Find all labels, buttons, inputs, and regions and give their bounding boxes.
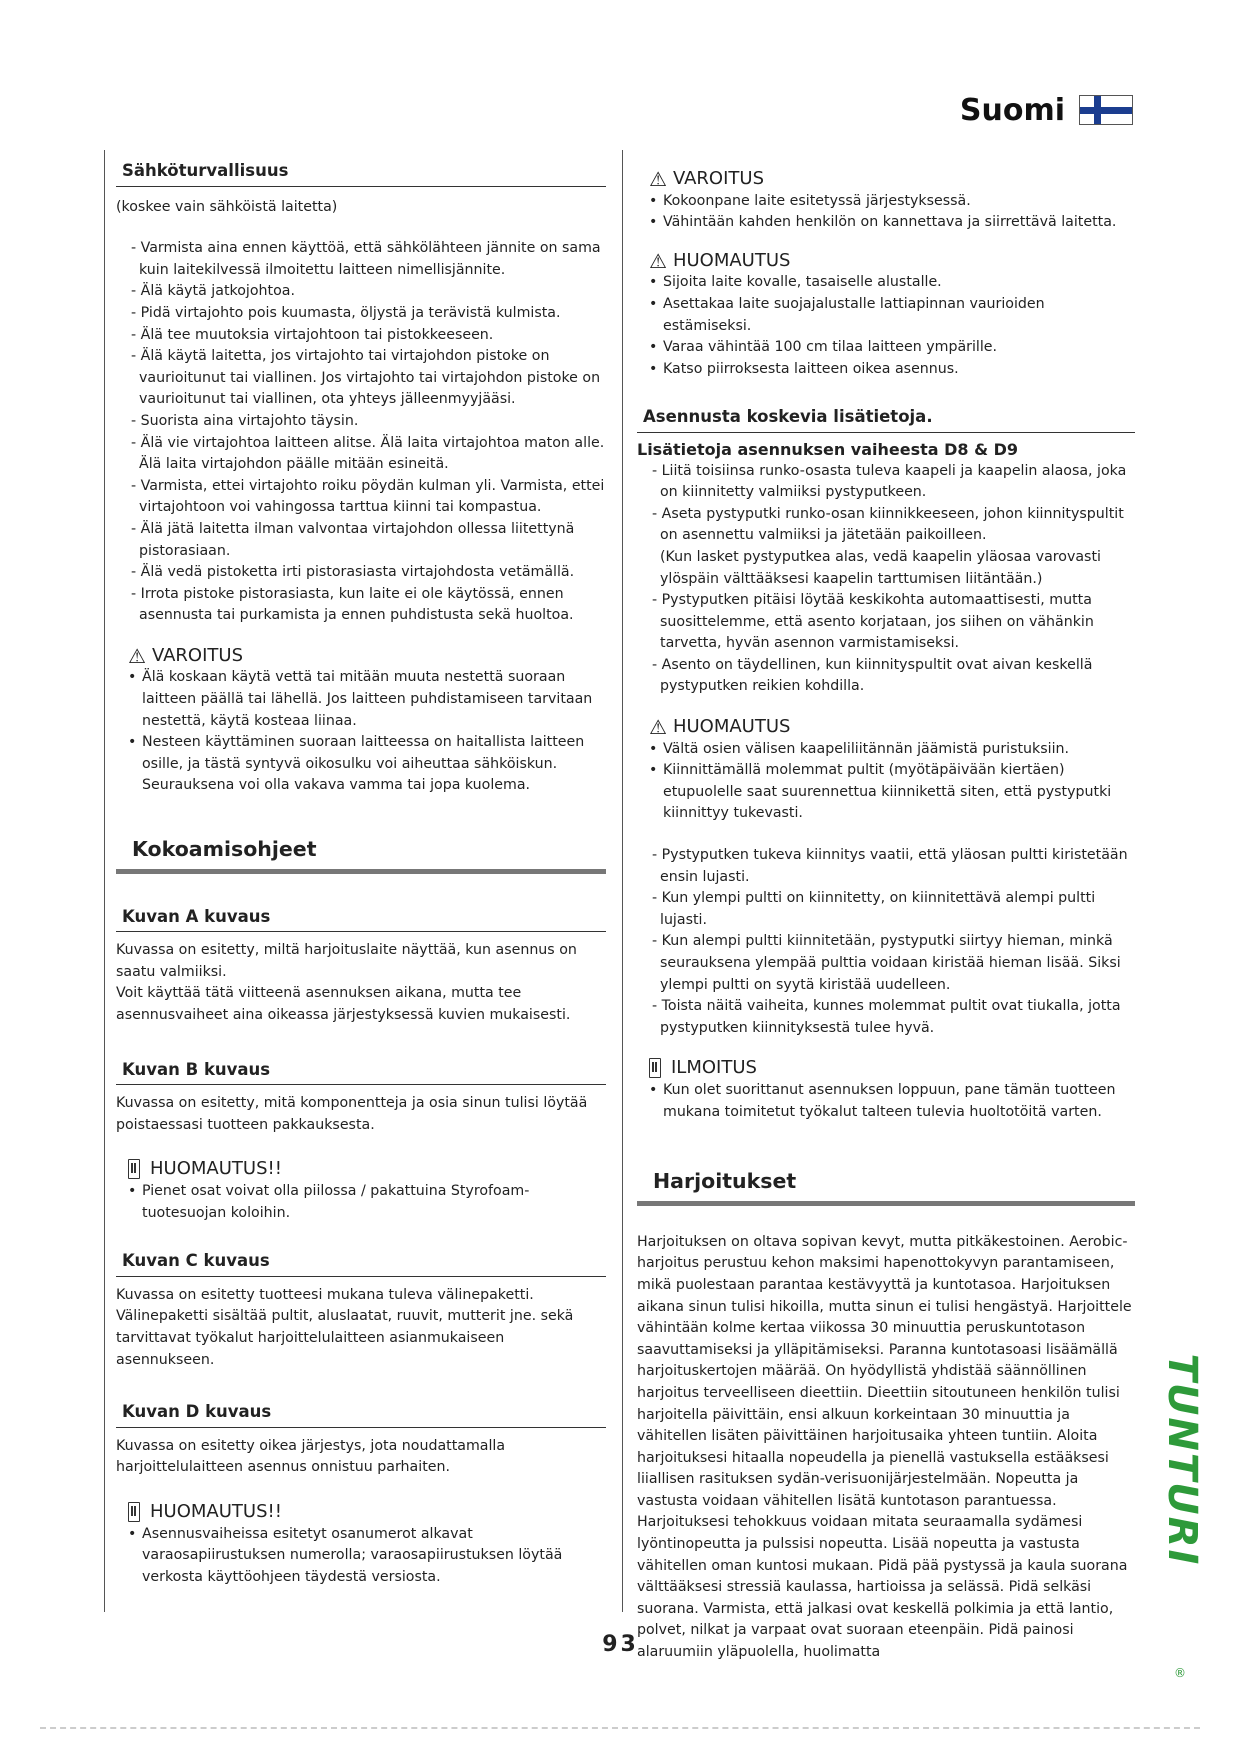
list-item: - Liitä toisiinsa runko-osasta tuleva kaapeli ja kaapelin alaosa, joka on kiinnitetty valmiiksi pystyputkeen.	[652, 462, 1127, 501]
list-item: - Älä vedä pistoketta irti pistorasiasta virtajohdosta vetämällä.	[131, 564, 575, 581]
list-item: - Älä jätä laitetta ilman valvontaa virtajohdon ollessa liitettynä pistorasiaan.	[131, 520, 575, 559]
list-item: • Vältä osien välisen kaapeliliitännän jäämistä puristuksiin.	[637, 739, 1135, 761]
center-column-rule	[622, 150, 623, 1612]
left-column	[116, 154, 606, 1588]
warning-list	[637, 191, 1135, 234]
electrical-list	[116, 238, 606, 627]
note-icon	[128, 1502, 140, 1522]
figure-b-heading: Kuvan B kuvaus	[116, 1053, 606, 1086]
note-callout-2	[116, 1501, 606, 1523]
note-list	[116, 1181, 606, 1224]
notice-callout	[637, 1057, 1135, 1079]
list-item: • Varaa vähintää 100 cm tilaa laitteen ympärille.	[637, 337, 1135, 359]
list-item: - Älä käytä jatkojohtoa.	[131, 283, 295, 300]
list-item: • Kiinnittämällä molemmat pultit (myötäpäivään kiertäen) etupuolelle saat suurennettua kiinnikettä siten, että pystyputki kiinnittyy tukevasti.	[637, 760, 1135, 825]
page-number: 93	[602, 1632, 639, 1657]
list-item: - Asento on täydellinen, kun kiinnityspultit ovat aivan keskellä pystyputken reikien kohdilla.	[652, 656, 1093, 695]
list-item: • Asennusvaiheissa esitetyt osanumerot alkavat varaosapiirustuksen numerolla; varaosapiirustuksen löytää verkosta käyttöohjeen täydestä versiosta.	[116, 1524, 606, 1589]
list-item: - Älä käytä laitetta, jos virtajohto tai virtajohdon pistoke on vaurioitunut tai viallinen. Jos virtajohto tai virtajohdon pistoke on vaurioitunut tai viallinen, ota yhteys jälleenmyyjääsi.	[131, 348, 601, 408]
warning-list	[116, 667, 606, 797]
list-item: • Katso piirroksesta laitteen oikea asennus.	[637, 359, 1135, 381]
list-item: - Varmista aina ennen käyttöä, että sähkölähteen jännite on sama kuin laitekilvessä ilmoitettu laitteen nimellisjännite.	[131, 240, 601, 278]
list-item: • Asettakaa laite suojajalustalle lattiapinnan vaurioiden estämiseksi.	[637, 294, 1135, 337]
warning-callout	[116, 645, 606, 667]
list-item: - Suorista aina virtajohto täysin.	[131, 412, 359, 429]
note-list-2	[116, 1524, 606, 1589]
caution-list-2	[637, 739, 1135, 825]
assembly-heading: Kokoamisohjeet	[116, 831, 606, 874]
figure-c-text: Kuvassa on esitetty tuotteesi mukana tuleva välinepaketti. Välinepaketti sisältää pultit, aluslaatat, ruuvit, mutterit jne. sekä tarvittavat työkalut harjoittelulaitteen asianmukaiseen asennukseen.	[116, 1286, 574, 1368]
list-item: - Aseta pystyputki runko-osan kiinnikkeeseen, johon kiinnityspultit on asennettu valmiiksi ja jätetään paikoilleen.	[652, 505, 1124, 544]
list-item: - Irrota pistoke pistorasiasta, kun laite ei ole käytössä, ennen asennusta tai purkamista ja ennen puhdistusta sekä huoltoa.	[131, 585, 574, 624]
figure-c-heading: Kuvan C kuvaus	[116, 1244, 606, 1277]
warning-triangle-icon: ⚠	[649, 166, 667, 191]
caution-label: HUOMAUTUS	[672, 249, 791, 271]
warning-label: VAROITUS	[672, 168, 764, 189]
caution-label-2: HUOMAUTUS	[672, 716, 791, 738]
note-icon	[128, 1159, 140, 1179]
note-label: HUOMAUTUS!!	[150, 1158, 282, 1180]
figure-a-text: Kuvassa on esitetty, miltä harjoituslaite näyttää, kun asennus on saatu valmiiksi.	[116, 942, 577, 980]
exercise-text: Harjoituksen on oltava sopivan kevyt, mutta pitkäkestoinen. Aerobic-harjoitus perustuu kehon maksimi hapenottokyvyn parantamiseen, mikä puolestaan parantaa kestävyyttä ja kuntotasoa. Harjoituksen aikana sinun tulisi hikoilla, mutta sinun ei tulisi hengästyä. Harjoittele vähintään kolme kertaa viikossa 30 minuuttia peruskuntotason saavuttamiseksi ja ylläpitämiseksi. Paranna kuntotasoasi lisäämällä harjoituskertojen määrää. On hyödyllistä yhdistää säännöllinen harjoitus terveelliseen dieettiin. Dieettiin sitoutuneen henkilön tulisi harjoitella päivittäin, ensi alkuun korkeintaan 30 minuuttia ja vähitellen lisäten päivittäinen harjoitusaika yhteen tuntiin. Aloita harjoituksesi hitaalla nopeudella ja pienellä vastuksella estääksesi liiallisen rasituksen sydän-verisuonijärjestelmään. Nopeutta ja vastusta voidaan vähitellen lisätä kuntotason parantuessa. Harjoituksesi tehokkuus voidaan mitata seuraamalla sydämesi lyöntinopeutta ja pulssisi nopeutta. Lisää nopeutta ja vastusta vähitellen oman kuntosi mukaan. Pidä pää pystyssä ja kaula suorana välttääksesi stressiä kaulassa, hartioissa ja selässä. Pidä selkäsi suorana. Varmista, että jalkasi ovat keskellä polkimia ja että lantio, polvet, nilkat ja varpaat ovat suoraan eteenpäin. Pidä painosi alaruumiin yläpuolella, huolimatta	[637, 1233, 1132, 1661]
notice-label: ILMOITUS	[671, 1057, 757, 1079]
list-item: • Pienet osat voivat olla piilossa / pakattuina Styrofoam-tuotesuojan koloihin.	[116, 1181, 606, 1224]
list-item: - Kun ylempi pultti on kiinnitetty, on kiinnitettävä alempi pultti lujasti.	[652, 890, 1096, 928]
electrical-safety-heading: Sähköturvallisuus	[116, 154, 606, 187]
note-callout	[116, 1158, 606, 1180]
list-item: - Pystyputken pitäisi löytää keskikohta automaattisesti, mutta suosittelemme, että asento korjataan, jos siihen on vähänkin tarvetta, hyvän asennon varmistamiseksi.	[652, 592, 1094, 652]
d8-d9-list	[637, 461, 1135, 699]
list-item: - Pidä virtajohto pois kuumasta, öljystä ja terävistä kulmista.	[131, 304, 561, 321]
notice-list	[637, 1080, 1135, 1123]
warning-triangle-icon: ⚠	[128, 643, 146, 668]
warning-triangle-icon: ⚠	[649, 248, 667, 273]
caution-callout	[637, 250, 1135, 272]
right-column	[637, 168, 1135, 1664]
warning-triangle-icon: ⚠	[649, 714, 667, 739]
install-info-heading: Asennusta koskevia lisätietoja.	[637, 400, 1135, 433]
note-label-2: HUOMAUTUS!!	[150, 1500, 282, 1522]
exercise-heading: Harjoitukset	[637, 1163, 1135, 1206]
list-item: • Kokoonpane laite esitetyssä järjestyksessä.	[637, 191, 1135, 213]
tunturi-logo: TUNTURI	[1159, 1353, 1205, 1567]
caution-callout-2	[637, 716, 1135, 738]
warning-label: VAROITUS	[151, 644, 243, 666]
figure-d-text: Kuvassa on esitetty oikea järjestys, jota noudattamalla harjoittelulaitteen asennus onnistuu parhaiten.	[116, 1437, 506, 1476]
caution-list	[637, 272, 1135, 380]
list-item: - Älä tee muutoksia virtajohtoon tai pistokkeeseen.	[131, 326, 494, 343]
tightening-list	[637, 845, 1135, 1039]
list-item: • Älä koskaan käytä vettä tai mitään muuta nestettä suoraan laitteen päällä tai lähellä. Jos laitteen puhdistamiseen tarvitaan nestettä, käytä kosteaa liinaa.	[116, 667, 606, 732]
finland-flag-icon	[1079, 95, 1133, 125]
electrical-scope: (koskee vain sähköistä laitetta)	[116, 198, 338, 215]
language-header	[960, 90, 1133, 130]
figure-a-heading: Kuvan A kuvaus	[116, 900, 606, 933]
list-item: - Kun alempi pultti kiinnitetään, pystyputki siirtyy hieman, minkä seurauksena ylempää pulttia voidaan kiristää hieman lisää. Siksi ylempi pultti on syytä kiristää uudelleen.	[652, 933, 1121, 993]
list-item: - Varmista, ettei virtajohto roiku pöydän kulman yli. Varmista, ettei virtajohtoon voi vahingossa tarttua kiinni tai kompastua.	[131, 477, 605, 516]
list-item: • Vähintään kahden henkilön on kannettava ja siirrettävä laitetta.	[637, 212, 1135, 234]
warning-callout	[637, 168, 1135, 190]
list-item: - Älä vie virtajohtoa laitteen alitse. Älä laita virtajohtoa maton alle. Älä laita virtajohdon päälle mitään esineitä.	[131, 434, 605, 473]
registered-mark: ®	[1174, 1666, 1186, 1680]
list-item: (Kun lasket pystyputkea alas, vedä kaapelin yläosaa varovasti ylöspäin välttääksesi kaapelin tarttumisen liitäntään.)	[660, 548, 1101, 587]
list-item: - Pystyputken tukeva kiinnitys vaatii, että yläosan pultti kiristetään ensin lujasti.	[652, 847, 1128, 885]
figure-d-heading: Kuvan D kuvaus	[116, 1395, 606, 1428]
list-item: • Kun olet suorittanut asennuksen loppuun, pane tämän tuotteen mukana toimitetut työkalut talteen tulevia huoltotöitä varten.	[637, 1080, 1135, 1123]
language-title: Suomi	[959, 92, 1065, 128]
list-item: - Toista näitä vaiheita, kunnes molemmat pultit ovat tiukalla, jotta pystyputken kiinnityksestä tulee hyvä.	[652, 998, 1121, 1036]
list-item: • Sijoita laite kovalle, tasaiselle alustalle.	[637, 272, 1135, 294]
notice-icon	[649, 1058, 661, 1078]
figure-b-text: Kuvassa on esitetty, mitä komponentteja ja osia sinun tulisi löytää poistaessasi tuotteen pakkauksesta.	[116, 1095, 588, 1133]
list-item: • Nesteen käyttäminen suoraan laitteessa on haitallista laitteen osille, ja tästä syntyvä oikosulku voi aiheuttaa sähköiskun. Seurauksena voi olla vakava vamma tai jopa kuolema.	[116, 732, 606, 797]
figure-a-text-2: Voit käyttää tätä viitteenä asennuksen aikana, mutta tee asennusvaiheet aina oikeassa järjestyksessä kuvien mukaisesti.	[116, 985, 571, 1023]
bottom-rule	[40, 1727, 1200, 1729]
d8-d9-heading: Lisätietoja asennuksen vaiheesta D8 & D9	[637, 439, 1019, 459]
left-column-rule	[104, 150, 105, 1612]
